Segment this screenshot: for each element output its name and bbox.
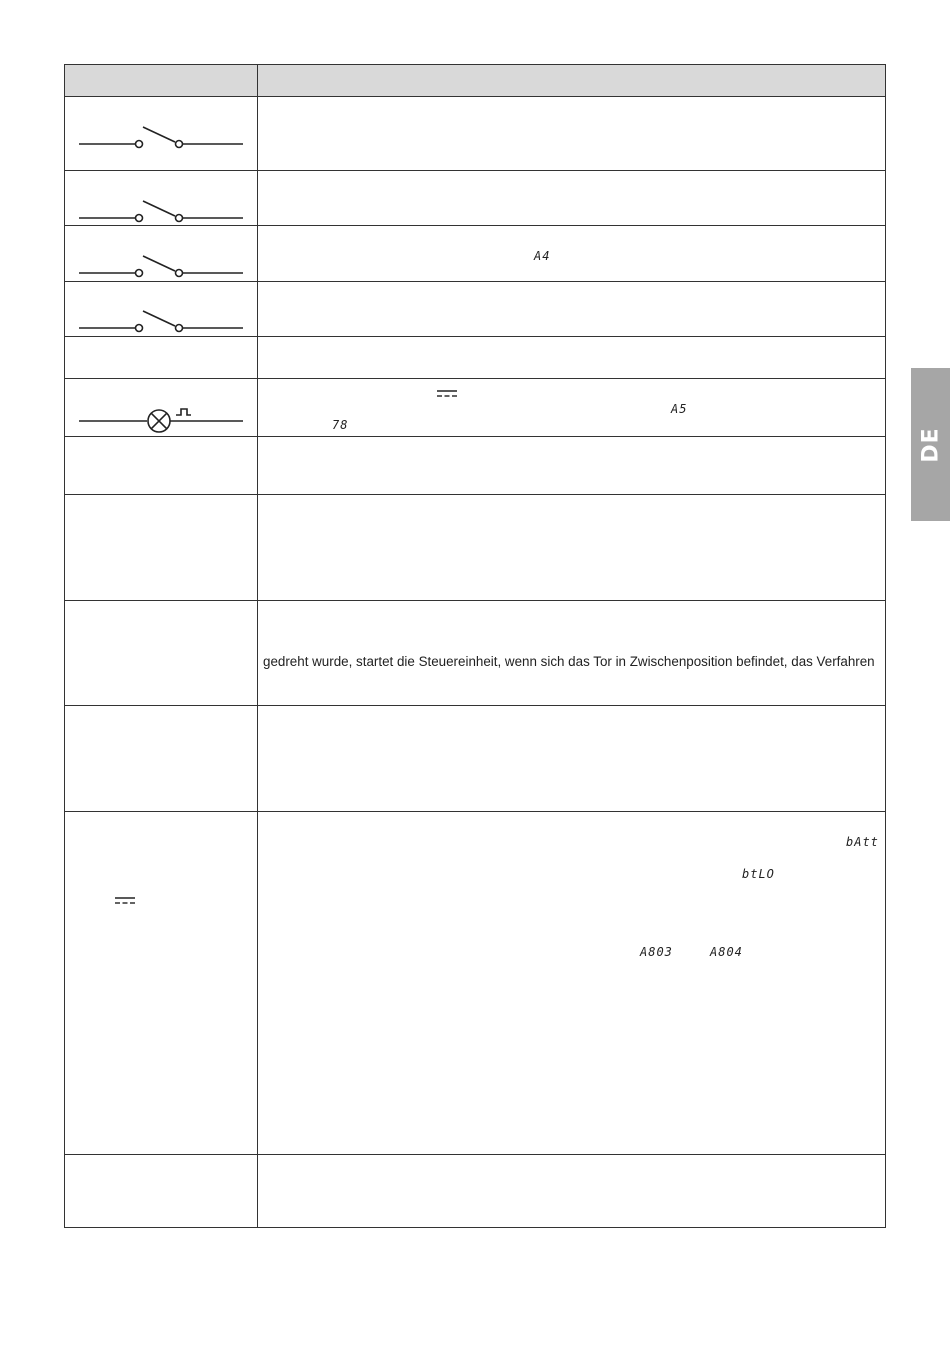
switch-contact-icon: [65, 282, 257, 337]
display-code: A803: [640, 945, 673, 959]
column-divider: [257, 437, 258, 494]
display-code: 78: [332, 418, 349, 432]
column-divider: [257, 171, 258, 225]
display-code: bAtt: [846, 835, 879, 849]
table-row: [65, 281, 885, 336]
table-row: [65, 378, 885, 436]
display-code: A5: [671, 402, 688, 416]
table-row: [65, 225, 885, 281]
column-divider: [257, 812, 258, 1154]
display-code: A804: [710, 945, 743, 959]
terminal-table: [64, 64, 886, 1228]
column-divider: [257, 706, 258, 811]
table-row: [65, 96, 885, 170]
flashing-lamp-icon: [65, 379, 257, 437]
column-divider: [257, 379, 258, 436]
column-divider: [257, 337, 258, 378]
column-divider: [257, 65, 258, 96]
table-row: [65, 600, 885, 705]
table-header-row: [65, 65, 885, 96]
column-divider: [257, 282, 258, 336]
table-row: [65, 170, 885, 225]
table-row: [65, 1154, 885, 1227]
display-code: btLO: [742, 867, 775, 881]
table-row: [65, 494, 885, 600]
switch-contact-icon: [65, 171, 257, 226]
switch-contact-icon: [65, 97, 257, 171]
column-divider: [257, 97, 258, 170]
description-text: gedreht wurde, startet die Steuereinheit, wenn sich das Tor in Zwischenposition befindet, das Verfahren: [263, 654, 875, 669]
column-divider: [257, 495, 258, 600]
column-divider: [257, 601, 258, 705]
table-row: [65, 705, 885, 811]
direct-current-icon: [115, 897, 135, 905]
language-tab: [911, 368, 950, 521]
column-divider: [257, 226, 258, 281]
table-row: [65, 811, 885, 1154]
table-row: [65, 436, 885, 494]
table-row: [65, 336, 885, 378]
column-divider: [257, 1155, 258, 1227]
direct-current-icon: [437, 390, 457, 398]
language-tab-label: DE: [918, 426, 943, 463]
switch-contact-icon: [65, 226, 257, 282]
display-code: A4: [534, 249, 551, 263]
